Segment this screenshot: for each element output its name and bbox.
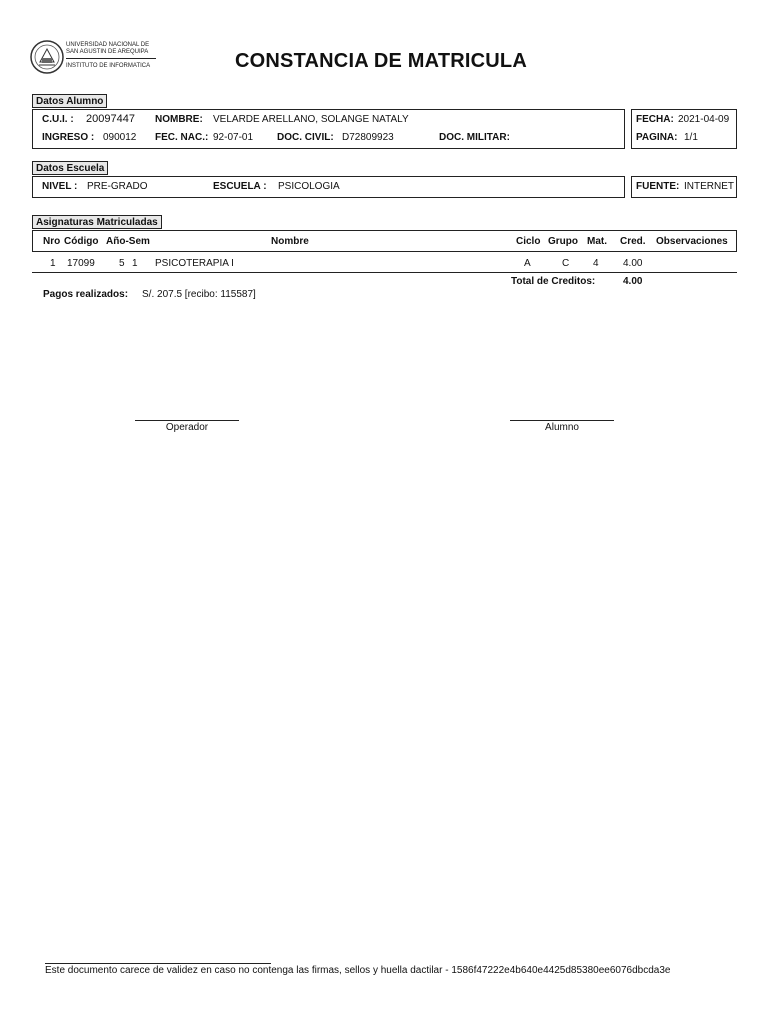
ingreso-value: 090012 xyxy=(103,132,137,143)
pagina-value: 1/1 xyxy=(684,132,698,143)
cell-cred: 4.00 xyxy=(623,258,643,269)
total-creditos-value: 4.00 xyxy=(623,276,643,287)
col-header-codigo: Código xyxy=(64,236,99,247)
col-header-ciclo: Ciclo xyxy=(516,236,541,247)
logo-text-2: SAN AGUSTIN DE AREQUIPA xyxy=(66,49,149,55)
fecha-label: FECHA: xyxy=(636,114,674,125)
operador-label: Operador xyxy=(165,422,209,433)
cui-value: 20097447 xyxy=(86,113,135,125)
table-bottom-rule xyxy=(32,272,737,273)
fuente-label: FUENTE: xyxy=(636,181,680,192)
col-header-mat: Mat. xyxy=(587,236,607,247)
pagos-label: Pagos realizados: xyxy=(43,289,129,300)
ingreso-label: INGRESO : xyxy=(42,132,95,143)
pagos-value: S/. 207.5 [recibo: 115587] xyxy=(142,289,256,300)
doc-civil-label: DOC. CIVIL: xyxy=(277,132,334,143)
cell-nombre: PSICOTERAPIA I xyxy=(155,258,234,269)
footer-rule xyxy=(45,963,271,964)
cell-grupo: C xyxy=(562,258,570,269)
alumno-label: Alumno xyxy=(545,422,579,433)
operador-signature-line xyxy=(135,420,239,421)
fec-nac-label: FEC. NAC.: xyxy=(155,132,209,143)
escuela-value: PSICOLOGIA xyxy=(278,181,340,192)
footer-note: Este documento carece de validez en caso no contenga las firmas, sellos y huella dactilar - 1586f47222e4b640e4425d85380ee6076dbcda3e xyxy=(45,965,671,976)
section-tab-escuela: Datos Escuela xyxy=(32,161,108,175)
col-header-nombre: Nombre xyxy=(271,236,309,247)
col-header-grupo: Grupo xyxy=(548,236,578,247)
doc-militar-label: DOC. MILITAR: xyxy=(439,132,510,143)
total-creditos-label: Total de Creditos: xyxy=(511,276,596,287)
cell-anio: 5 xyxy=(119,258,125,269)
nombre-value: VELARDE ARELLANO, SOLANGE NATALY xyxy=(213,114,409,125)
section-tab-asignaturas: Asignaturas Matriculadas xyxy=(32,215,162,229)
cell-mat: 4 xyxy=(593,258,599,269)
doc-civil-value: D72809923 xyxy=(342,132,394,143)
col-header-obs: Observaciones xyxy=(656,236,728,247)
fecha-value: 2021-04-09 xyxy=(678,114,730,125)
col-header-nro: Nro xyxy=(43,236,61,247)
cell-ciclo: A xyxy=(524,258,531,269)
fec-nac-value: 92-07-01 xyxy=(213,132,254,143)
cell-nro: 1 xyxy=(50,258,56,269)
nivel-label: NIVEL : xyxy=(42,181,78,192)
logo-text-1: UNIVERSIDAD NACIONAL DE xyxy=(66,42,150,48)
nombre-label: NOMBRE: xyxy=(155,114,203,125)
university-logo xyxy=(30,38,64,76)
page-title: CONSTANCIA DE MATRICULA xyxy=(235,50,527,72)
alumno-signature-line xyxy=(510,420,614,421)
col-header-cred: Cred. xyxy=(620,236,646,247)
pagina-label: PAGINA: xyxy=(636,132,678,143)
section-tab-alumno: Datos Alumno xyxy=(32,94,107,108)
logo-divider xyxy=(66,58,156,59)
escuela-label: ESCUELA : xyxy=(213,181,267,192)
logo-text-3: INSTITUTO DE INFORMATICA xyxy=(66,63,151,69)
cell-codigo: 17099 xyxy=(67,258,95,269)
col-header-anio-sem: Año-Sem xyxy=(106,236,150,247)
cell-sem: 1 xyxy=(132,258,138,269)
fuente-value: INTERNET xyxy=(684,181,734,192)
nivel-value: PRE-GRADO xyxy=(87,181,148,192)
cui-label: C.U.I. : xyxy=(42,114,74,125)
